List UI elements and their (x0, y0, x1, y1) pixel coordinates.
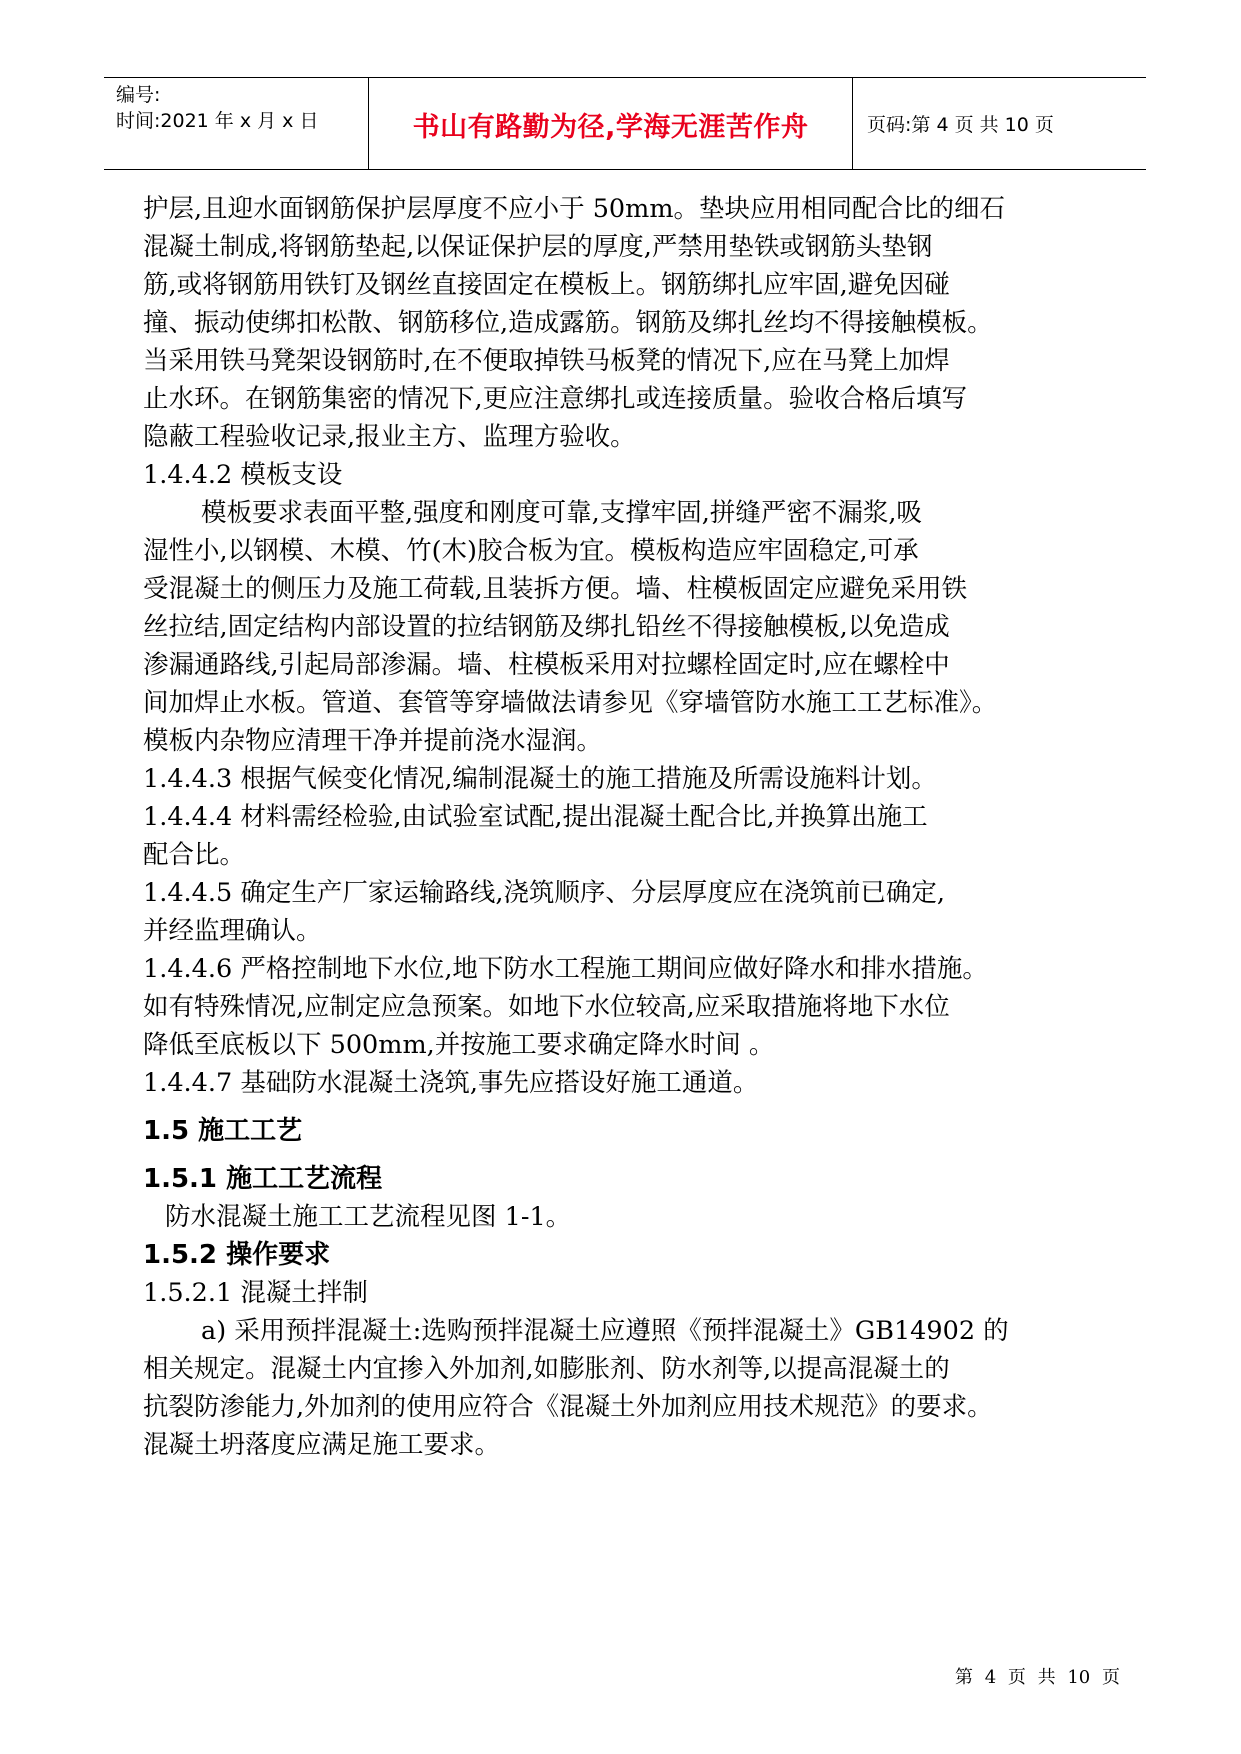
section-heading-152: 1.5.2 操作要求 (143, 1240, 331, 1270)
item-1444 (143, 798, 1103, 874)
text-line: 当采用铁马凳架设钢筋时,在不便取掉铁马板凳的情况下,应在马凳上加焊 (143, 346, 950, 376)
header-page-label: 页码:第 4 页 共 10 页 (867, 114, 1054, 136)
text-line: 受混凝土的侧压力及施工荷载,且装拆方便。墙、柱模板固定应避免采用铁 (143, 574, 968, 604)
text-line: 相关规定。混凝土内宜掺入外加剂,如膨胀剂、防水剂等,以提高混凝土的 (143, 1354, 950, 1384)
text-line: 1.4.4.5 确定生产厂家运输路线,浇筑顺序、分层厚度应在浇筑前已确定, (143, 878, 946, 908)
section-heading-151: 1.5.1 施工工艺流程 (143, 1164, 383, 1194)
text-line: 撞、振动使绑扣松散、钢筋移位,造成露筋。钢筋及绑扎丝均不得接触模板。 (143, 308, 993, 338)
header-motto: 书山有路勤为径,学海无涯苦作舟 (412, 112, 809, 143)
text-line: 混凝土制成,将钢筋垫起,以保证保护层的厚度,严禁用垫铁或钢筋头垫钢 (143, 232, 933, 262)
item-1447: 1.4.4.7 基础防水混凝土浇筑,事先应搭设好施工通道。 (143, 1068, 759, 1098)
document-body (143, 190, 1103, 1464)
text-line: 模板内杂物应清理干净并提前浇水湿润。 (143, 726, 603, 756)
doc-number-label: 编号: (116, 84, 161, 106)
text-line: 抗裂防渗能力,外加剂的使用应符合《混凝土外加剂应用技术规范》的要求。 (143, 1392, 993, 1422)
text-line: 1.4.4.4 材料需经检验,由试验室试配,提出混凝土配合比,并换算出施工 (143, 802, 928, 832)
page-footer: 第 4 页 共 10 页 (955, 1667, 1120, 1688)
header-page-cell (853, 78, 1146, 169)
text-line: 丝拉结,固定结构内部设置的拉结钢筋及绑扎铅丝不得接触模板,以免造成 (143, 612, 950, 642)
paragraph-formwork (143, 494, 1103, 760)
paragraph-rebar (143, 190, 1103, 456)
text-line: 模板要求表面平整,强度和刚度可靠,支撑牢固,拼缝严密不漏浆,吸 (201, 498, 922, 528)
page-header (104, 77, 1146, 170)
text-line: 1.4.4.6 严格控制地下水位,地下防水工程施工期间应做好降水和排水措施。 (143, 954, 988, 984)
header-meta-cell (104, 78, 369, 169)
text-line: 渗漏通路线,引起局部渗漏。墙、柱模板采用对拉螺栓固定时,应在螺栓中 (143, 650, 950, 680)
text-line: 隐蔽工程验收记录,报业主方、监理方验收。 (143, 422, 636, 452)
text-line: a) 采用预拌混凝土:选购预拌混凝土应遵照《预拌混凝土》GB14902 的 (201, 1316, 1009, 1346)
text-line: 湿性小,以钢模、木模、竹(木)胶合板为宜。模板构造应牢固稳定,可承 (143, 536, 919, 566)
item-1443: 1.4.4.3 根据气候变化情况,编制混凝土的施工措施及所需设施料计划。 (143, 764, 937, 794)
section-heading-15: 1.5 施工工艺 (143, 1116, 303, 1146)
text-line: 止水环。在钢筋集密的情况下,更应注意绑扎或连接质量。验收合格后填写 (143, 384, 968, 414)
text-line: 降低至底板以下 500mm,并按施工要求确定降水时间 。 (143, 1030, 775, 1060)
item-1446 (143, 950, 1103, 1064)
item-1445 (143, 874, 1103, 950)
doc-time-label: 时间:2021 年 x 月 x 日 (116, 110, 319, 132)
text-line: 配合比。 (143, 840, 246, 870)
subsection-heading-1521: 1.5.2.1 混凝土拌制 (143, 1278, 368, 1308)
text-line: 并经监理确认。 (143, 916, 322, 946)
paragraph-process-flow: 防水混凝土施工工艺流程见图 1-1。 (165, 1202, 572, 1232)
text-line: 护层,且迎水面钢筋保护层厚度不应小于 50mm。垫块应用相同配合比的细石 (143, 194, 1006, 224)
header-motto-cell (369, 78, 853, 169)
text-line: 如有特殊情况,应制定应急预案。如地下水位较高,应采取措施将地下水位 (143, 992, 950, 1022)
subsection-heading-1442: 1.4.4.2 模板支设 (143, 460, 343, 490)
paragraph-mixing (143, 1312, 1103, 1464)
text-line: 筋,或将钢筋用铁钉及钢丝直接固定在模板上。钢筋绑扎应牢固,避免因碰 (143, 270, 950, 300)
text-line: 间加焊止水板。管道、套管等穿墙做法请参见《穿墙管防水施工工艺标准》。 (143, 688, 998, 718)
text-line: 混凝土坍落度应满足施工要求。 (143, 1430, 501, 1460)
